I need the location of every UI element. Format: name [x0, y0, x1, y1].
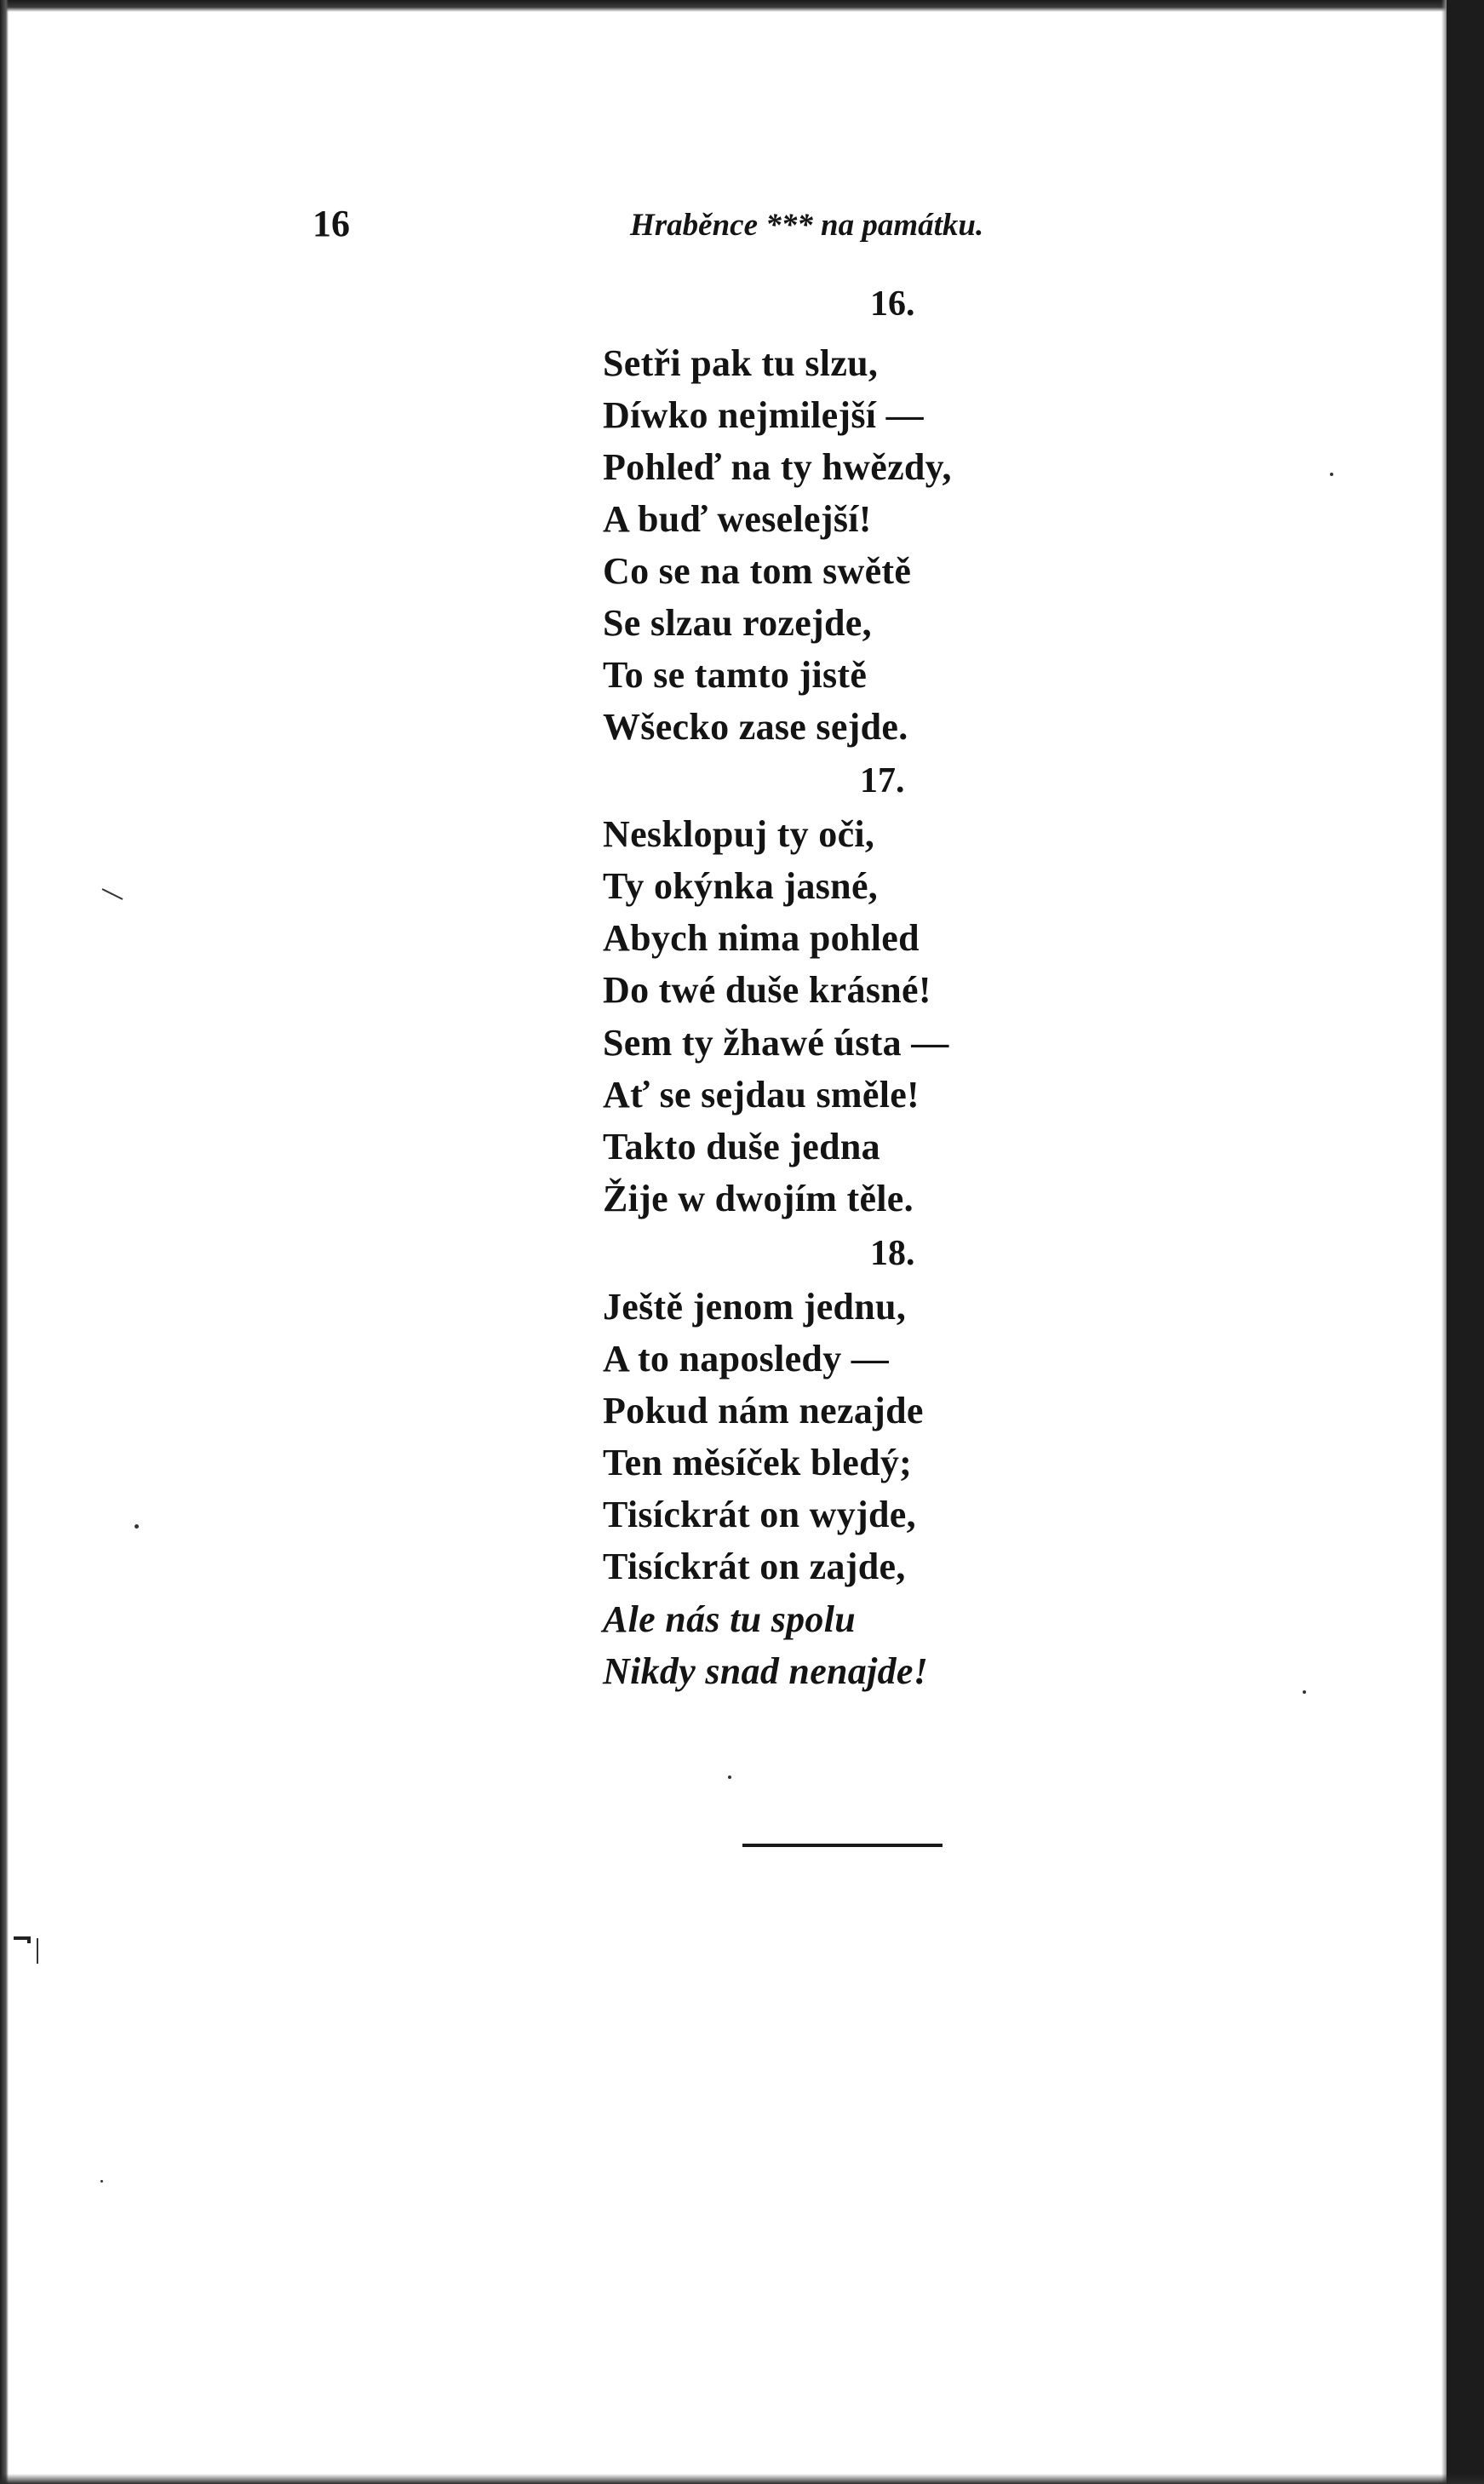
verse-line: Ještě jenom jednu, — [603, 1286, 907, 1328]
verse-line: Setři pak tu slzu, — [603, 342, 879, 384]
scan-speck — [100, 2180, 103, 2183]
verse-line: Do twé duše krásné! — [603, 969, 931, 1011]
scan-margin-mark — [12, 1933, 46, 1967]
stanza-number: 16. — [870, 284, 915, 324]
verse-line: Tisíckrát on wyjde, — [603, 1494, 916, 1535]
verse-line: Takto duše jedna — [603, 1126, 880, 1167]
verse-line: Pokud nám nezajde — [603, 1390, 924, 1431]
verse-line: To se tamto jistě — [603, 654, 868, 696]
verse-line: Ať se sejdau směle! — [603, 1074, 920, 1116]
verse-line: Žije w dwojím těle. — [603, 1178, 914, 1219]
running-head: Hraběnce *** na památku. — [630, 208, 984, 243]
verse-line: Co se na tom swětě — [603, 550, 912, 592]
scan-stroke — [100, 886, 126, 903]
scan-border-bottom — [0, 2474, 1484, 2484]
verse-line: Wšecko zase sejde. — [603, 706, 908, 748]
verse-line: Pohleď na ty hwězdy, — [603, 446, 952, 488]
stanza-number: 17. — [860, 761, 905, 800]
page-number: 16 — [312, 203, 350, 244]
scan-speck — [728, 1776, 731, 1779]
verse-line: Ty okýnka jasné, — [603, 865, 879, 907]
verse-line: A buď weselejší! — [603, 498, 872, 540]
verse-line: Ale nás tu spolu — [603, 1598, 857, 1640]
verse-line: Nikdy snad nenajde! — [603, 1650, 929, 1692]
verse-line: Nesklopuj ty oči, — [603, 813, 875, 855]
scan-speck — [1303, 1690, 1306, 1694]
verse-line: Se slzau rozejde, — [603, 602, 872, 644]
scan-border-top — [0, 0, 1484, 12]
scan-border-right — [1447, 0, 1484, 2484]
verse-line: Díwko nejmilejší — — [603, 394, 924, 436]
verse-line: Abych nima pohled — [603, 917, 920, 959]
scan-speck — [1330, 473, 1333, 476]
end-rule — [742, 1844, 943, 1847]
verse-line: A to naposledy — — [603, 1338, 890, 1380]
verse-line: Ten měsíček bledý; — [603, 1442, 913, 1483]
scan-speck — [135, 1524, 139, 1529]
verse-line: Sem ty žhawé ústa — — [603, 1022, 949, 1064]
scan-border-left — [0, 0, 9, 2484]
stanza-number: 18. — [870, 1234, 915, 1273]
verse-line: Tisíckrát on zajde, — [603, 1546, 906, 1587]
